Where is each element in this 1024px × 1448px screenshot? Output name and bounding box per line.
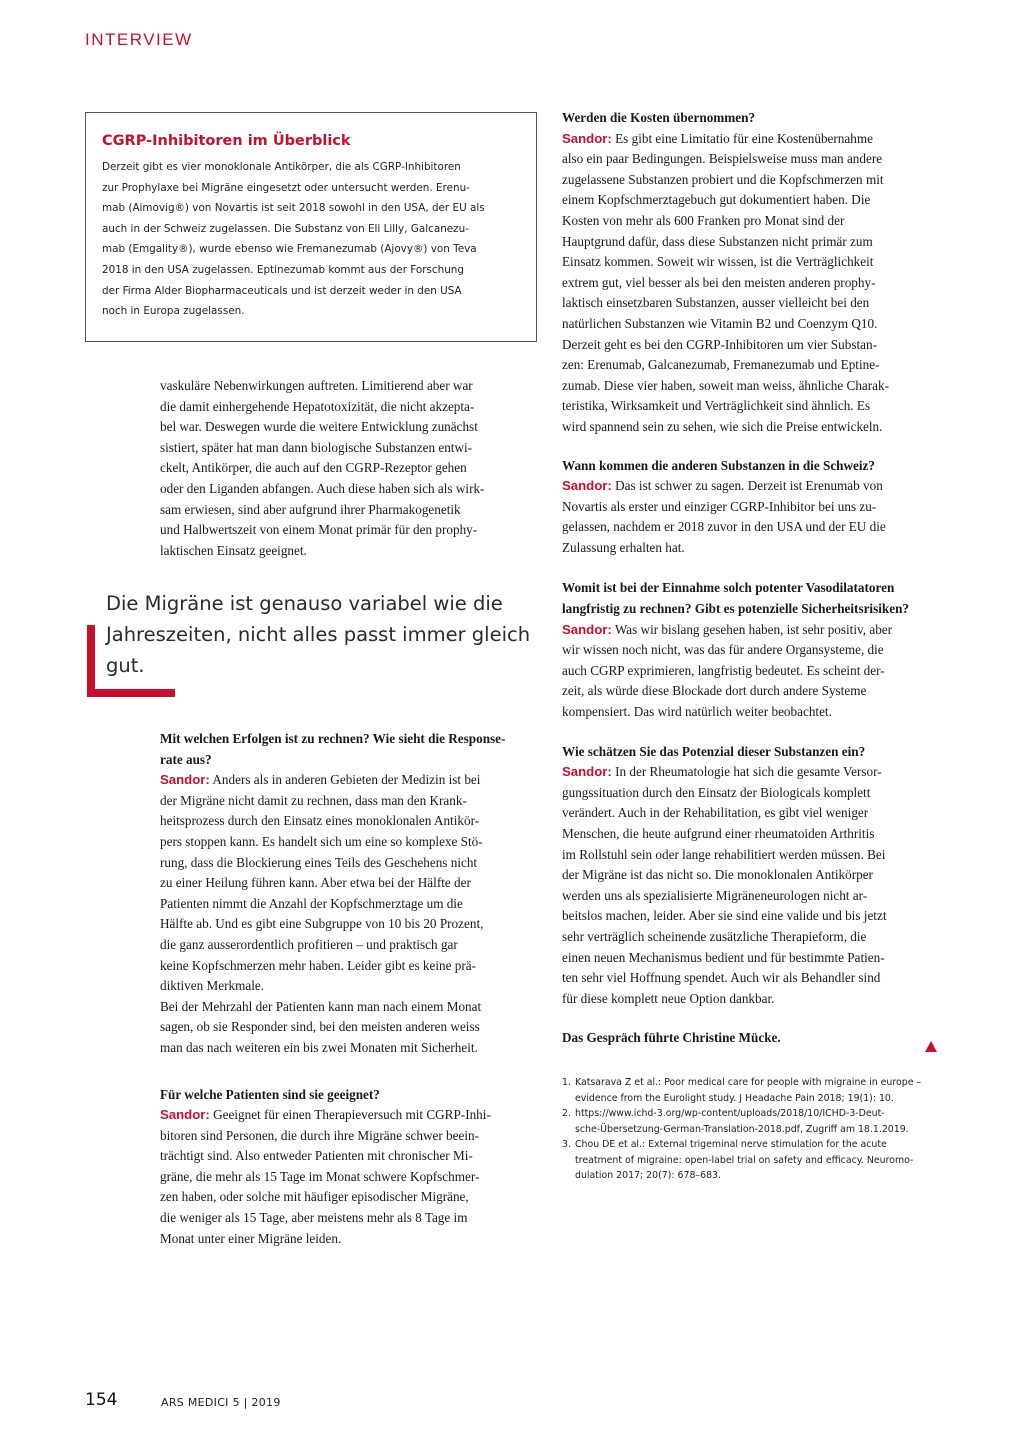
footnote-number: 1. xyxy=(562,1077,571,1088)
footnote-text: https://www.ichd-3.org/wp-content/uploads/2018/10/ICHD-3-Deut- sche-Übersetzung-German-Translation-2018.pdf, Zugriff am 18.1.2019. xyxy=(575,1108,909,1135)
interview-question: Wann kommen die anderen Substanzen in die Schweiz? xyxy=(562,457,876,473)
footnote-item xyxy=(562,1137,940,1184)
interview-question: Für welche Patienten sind sie geeignet? xyxy=(160,1086,380,1102)
interview-answer xyxy=(562,476,942,558)
answer-text: Das ist schwer zu sagen. Derzeit ist Erenumab von Novartis als erster und einziger CGRP-Inhibitor bei uns zu- gelassen, nachdem er 2018 zuvor in den USA und der EU die Zulassung erhalten hat. xyxy=(562,478,886,555)
speaker-label: Sandor: xyxy=(160,1107,210,1123)
end-marker-triangle-icon xyxy=(925,1041,937,1052)
quote-bracket-vertical xyxy=(87,625,95,697)
quote-bracket-horizontal xyxy=(87,689,175,697)
interview-answer xyxy=(160,770,540,1058)
speaker-label: Sandor: xyxy=(562,764,612,780)
pull-quote: Die Migräne ist genauso variabel wie die Jahreszeiten, nicht alles passt immer gleich gut. xyxy=(106,592,531,677)
footnote-item xyxy=(562,1106,940,1137)
article-paragraph: vaskuläre Nebenwirkungen auftreten. Limitierend aber war die damit einhergehende Hepatotoxizität, die nicht akzepta- bel war. Deswegen wurde die weitere Entwicklung zunächst sistiert, später hat man dann biologische Substanzen entwi- ckelt, Antikörper, die auch auf den CGRP-Rezeptor gehen oder den Liganden abfangen. Auch diese haben sich als wirk- sam erwiesen, sind aber aufgrund ihrer Pharmakogenetik und Halbwertszeit von einem Monat primär für den prophy- laktischen Einsatz geeignet. xyxy=(160,378,485,558)
interview-question: Mit welchen Erfolgen ist zu rechnen? Wie sieht die Response- rate aus? xyxy=(160,731,506,767)
interview-answer xyxy=(562,620,942,723)
interview-answer xyxy=(562,129,942,438)
journal-issue: ARS MEDICI 5 | 2019 xyxy=(161,1396,281,1409)
page-number: 154 xyxy=(85,1390,118,1410)
right-column xyxy=(562,108,942,1049)
info-box-title: CGRP-Inhibitoren im Überblick xyxy=(102,133,351,149)
speaker-label: Sandor: xyxy=(562,130,612,146)
interview-answer xyxy=(562,762,942,1009)
info-box xyxy=(85,112,537,342)
footnote-text: Chou DE et al.: External trigeminal nerve stimulation for the acute treatment of migraine: open-label trial on safety and efficacy. Neuromo- dulation 2017; 20(7): 678–683. xyxy=(575,1139,914,1181)
info-box-text: Derzeit gibt es vier monoklonale Antikörper, die als CGRP-Inhibitoren zur Prophylaxe bei Migräne eingesetzt oder untersucht werden. Erenu- mab (Aimovig®) von Novartis ist seit 2018 sowohl in den USA, der EU als auch in der Schweiz zugelassen. Die Substanz von Eli Lilly, Galcanezu- mab (Emgality®), wurde ebenso wie Fremanezumab (Ajovy®) von Teva 2018 in den USA zugelassen. Eptinezumab kommt aus der Forschung der Firma Alder Biopharmaceuticals und ist derzeit weder in den USA noch in Europa zugelassen. xyxy=(102,161,485,318)
left-column-top xyxy=(160,376,540,561)
answer-text: In der Rheumatologie hat sich die gesamte Versor- gungssituation durch den Einsatz der Biologicals komplett verändert. Auch in der Rehabilitation, es gibt viel weniger Menschen, die heute aufgrund einer rheumatoiden Arthritis im Rollstuhl sein oder lange rehabilitiert werden müssen. Bei der Migräne ist das nicht so. Die monoklonalen Antikörper werden uns als spezialisierte Migräneneurologen nicht ar- beitslos machen, leider. Aber sie sind eine valide und bis jetzt sehr verträglich scheinende zusätzliche Therapieform, die einen neuen Mechanismus bedient und für bestimmte Patien- ten sehr viel Hoffnung spendet. Auch wir als Behandler sind für diese komplett neue Option dankbar. xyxy=(562,764,887,1006)
footnote-item xyxy=(562,1075,940,1106)
answer-text: Es gibt eine Limitatio für eine Kostenübernahme also ein paar Bedingungen. Beispielsweise muss man andere zugelassene Substanzen probiert und die Kopfschmerzen mit einem Kopfschmerztagebuch gut dokumentiert haben. Die Kosten von mehr als 600 Franken pro Monat sind der Hauptgrund dafür, dass diese Substanzen nicht primär zum Einsatz kommen. Soweit wir wissen, ist die Verträglichkeit extrem gut, viel besser als bei den meisten anderen prophy- laktisch einsetzbaren Substanzen, ausser vielleicht bei den natürlichen Substanzen wie Vitamin B2 und Coenzym Q10. Derzeit geht es bei den CGRP-Inhibitoren um vier Substan- zen: Erenumab, Galcanezumab, Fremanezumab und Eptine- zumab. Diese vier haben, soweit man weiss, ähnliche Charak- teristika, Wirksamkeit und Verträglichkeit sind ähnlich. Es wird spannend sein zu sehen, wie sich die Preise entwickeln. xyxy=(562,130,890,434)
interview-question: Werden die Kosten übernommen? xyxy=(562,110,756,125)
answer-text: Was wir bislang gesehen haben, ist sehr positiv, aber wir wissen noch nicht, was das für andere Organsysteme, die auch CGRP exprimieren, langfristig bedeutet. Es scheint der- zeit, als würde diese Blockade dort durch andere Systeme kompensiert. Das wird natürlich weiter beobachtet. xyxy=(562,621,893,720)
interview-question: Wie schätzen Sie das Potenzial dieser Substanzen ein? xyxy=(562,743,866,759)
interview-credit: Das Gespräch führte Christine Mücke. xyxy=(562,1030,781,1046)
footnotes xyxy=(562,1075,940,1184)
speaker-label: Sandor: xyxy=(562,621,612,637)
left-column-qa xyxy=(160,729,540,1249)
speaker-label: Sandor: xyxy=(562,478,612,494)
interview-answer xyxy=(160,1105,540,1249)
section-label: INTERVIEW xyxy=(85,30,193,49)
speaker-label: Sandor: xyxy=(160,772,210,788)
answer-text: Geeignet für einen Therapieversuch mit CGRP-Inhi- bitoren sind Personen, die durch ihre Migräne schwer beein- trächtigt sind. Also entweder Patienten mit chronischer Mi- gräne, die mehr als 15 Tage im Monat schwere Kopfschmer- zen haben, oder solche mit häufiger episodischer Migräne, die weniger als 15 Tage, aber meistens mehr als 8 Tage im Monat unter einer Migräne leiden. xyxy=(160,1107,491,1246)
footnote-number: 3. xyxy=(562,1139,571,1150)
interview-question: Womit ist bei der Einnahme solch potenter Vasodilatatoren langfristig zu rechnen? Gibt es potenzielle Sicherheitsrisiken? xyxy=(562,580,910,617)
footnote-text: Katsarava Z et al.: Poor medical care for people with migraine in europe – evidence from the Eurolight study. J Headache Pain 2018; 19(1): 10. xyxy=(575,1077,922,1104)
answer-text: Anders als in anderen Gebieten der Medizin ist bei der Migräne nicht damit zu rechnen, dass man den Krank- heitsprozess durch den Einsatz eines monoklonalen Antikör- pers stoppen kann. Es handelt sich um eine so komplexe Stö- rung, dass die Blockierung eines Teils des Geschehens nicht zu einer Heilung führen kann. Aber etwa bei der Hälfte der Patienten nimmt die Anzahl der Kopfschmerztage um die Hälfte ab. Und es gibt eine Subgruppe von 10 bis 20 Prozent, die ganz ausserordentlich profitieren – und praktisch gar keine Kopfschmerzen mehr haben. Leider gibt es keine prä- diktiven Merkmale. Bei der Mehrzahl der Patienten kann man nach einem Monat sagen, ob sie Responder sind, bei den meisten anderen weiss man das nach weiteren ein bis zwei Monaten mit Sicherheit. xyxy=(160,772,484,1055)
footnote-number: 2. xyxy=(562,1108,571,1119)
